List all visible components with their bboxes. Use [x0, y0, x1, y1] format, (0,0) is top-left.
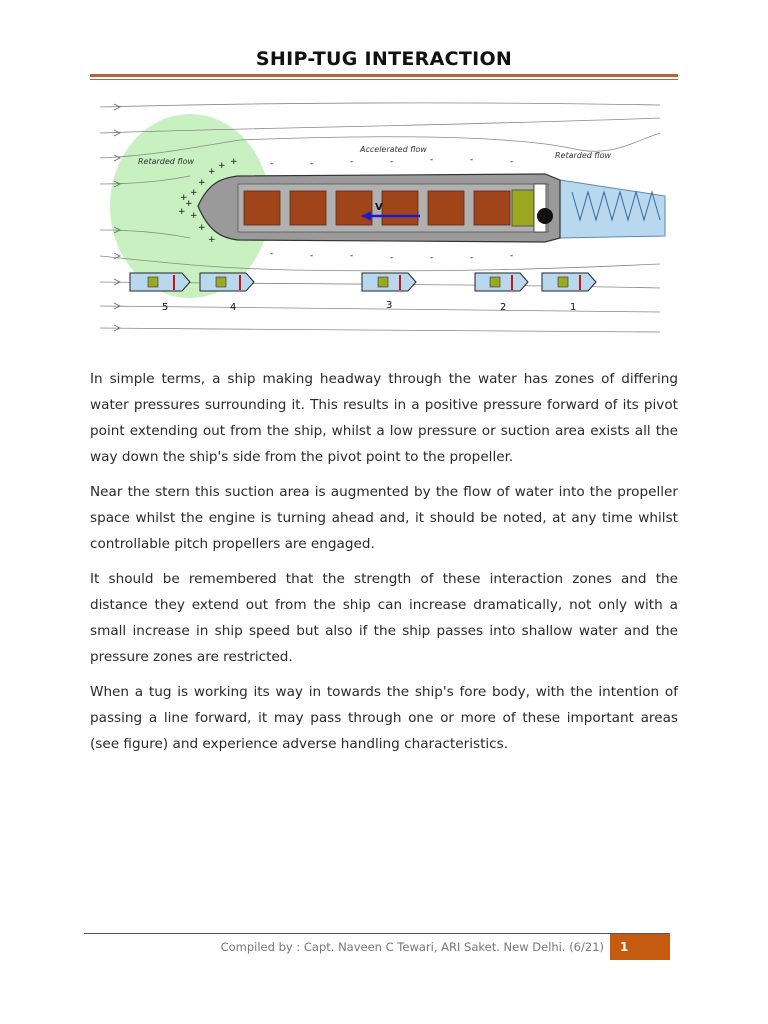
paragraph-1: In simple terms, a ship making headway through the water has zones of differing water pressures surrounding it. This results in a positive pressure forward of its pivot point extending out from the ship, whilst a low pressure or suction area exists all the way down the ship's side from the pivot point to the propeller.: [90, 371, 678, 465]
retarded-flow-right-label: Retarded flow: [555, 151, 612, 160]
tug-number-2: 2: [500, 302, 507, 313]
page-title: SHIP-TUG INTERACTION: [255, 48, 513, 70]
title-rule-thick: [90, 74, 678, 77]
paragraph-2: Near the stern this suction area is augmented by the flow of water into the propeller space whilst the engine is turning ahead and, it should be noted, at any time whilst controllable pitch propellers are engaged.: [90, 484, 678, 552]
svg-text:-: -: [470, 155, 474, 165]
superstructure: [512, 190, 534, 226]
ship-tug-interaction-figure: [90, 88, 678, 340]
svg-text:-: -: [310, 251, 314, 261]
tug-number-4: 4: [230, 302, 237, 313]
svg-text:+: +: [190, 188, 198, 198]
svg-text:-: -: [390, 253, 394, 263]
svg-text:-: -: [470, 253, 474, 263]
svg-text:-: -: [430, 253, 434, 263]
svg-text:+: +: [180, 193, 188, 203]
svg-text:+: +: [208, 235, 216, 245]
svg-text:+: +: [198, 178, 206, 188]
svg-text:+: +: [198, 223, 206, 233]
tug-1: [542, 273, 596, 291]
svg-text:+: +: [185, 199, 193, 209]
svg-text:-: -: [510, 251, 514, 261]
tug-number-3: 3: [386, 300, 393, 311]
svg-text:-: -: [270, 249, 274, 259]
svg-text:-: -: [270, 159, 274, 169]
svg-text:+: +: [230, 157, 238, 167]
tug-5: [130, 273, 190, 291]
svg-text:+: +: [190, 211, 198, 221]
tug-3: [362, 273, 416, 291]
svg-text:+: +: [218, 161, 226, 171]
paragraph-4: When a tug is working its way in towards the ship's fore body, with the intention of passing a line forward, it may pass through one or more of these important areas (see figure) and experience adverse handling characteristics.: [90, 684, 678, 752]
propeller-wash: [560, 180, 665, 238]
page-number: 1: [610, 934, 670, 960]
svg-text:-: -: [390, 157, 394, 167]
title-rule-thin: [90, 79, 678, 80]
svg-text:+: +: [208, 167, 216, 177]
svg-text:-: -: [430, 155, 434, 165]
svg-text:-: -: [310, 159, 314, 169]
svg-text:+: +: [178, 207, 186, 217]
propeller: [537, 208, 553, 224]
retarded-flow-left-label: Retarded flow: [138, 157, 195, 166]
tug-4: [200, 273, 254, 291]
accelerated-flow-label: Accelerated flow: [360, 145, 427, 154]
footer-rule: [84, 933, 670, 934]
tug-2: [475, 273, 528, 291]
paragraph-3: It should be remembered that the strength of these interaction zones and the distance they extend out from the ship can increase dramatically, not only with a small increase in ship speed but also if the ship passes into shallow water and the pressure zones are restricted.: [90, 571, 678, 665]
footer-credit: Compiled by : Capt. Naveen C Tewari, ARI Saket. New Delhi. (6/21): [220, 940, 604, 954]
body-text: [90, 366, 678, 766]
tug-number-5: 5: [162, 302, 169, 313]
velocity-label: V: [375, 202, 383, 213]
svg-text:-: -: [350, 251, 354, 261]
svg-text:-: -: [350, 157, 354, 167]
tug-number-1: 1: [570, 302, 577, 313]
svg-text:-: -: [510, 157, 514, 167]
